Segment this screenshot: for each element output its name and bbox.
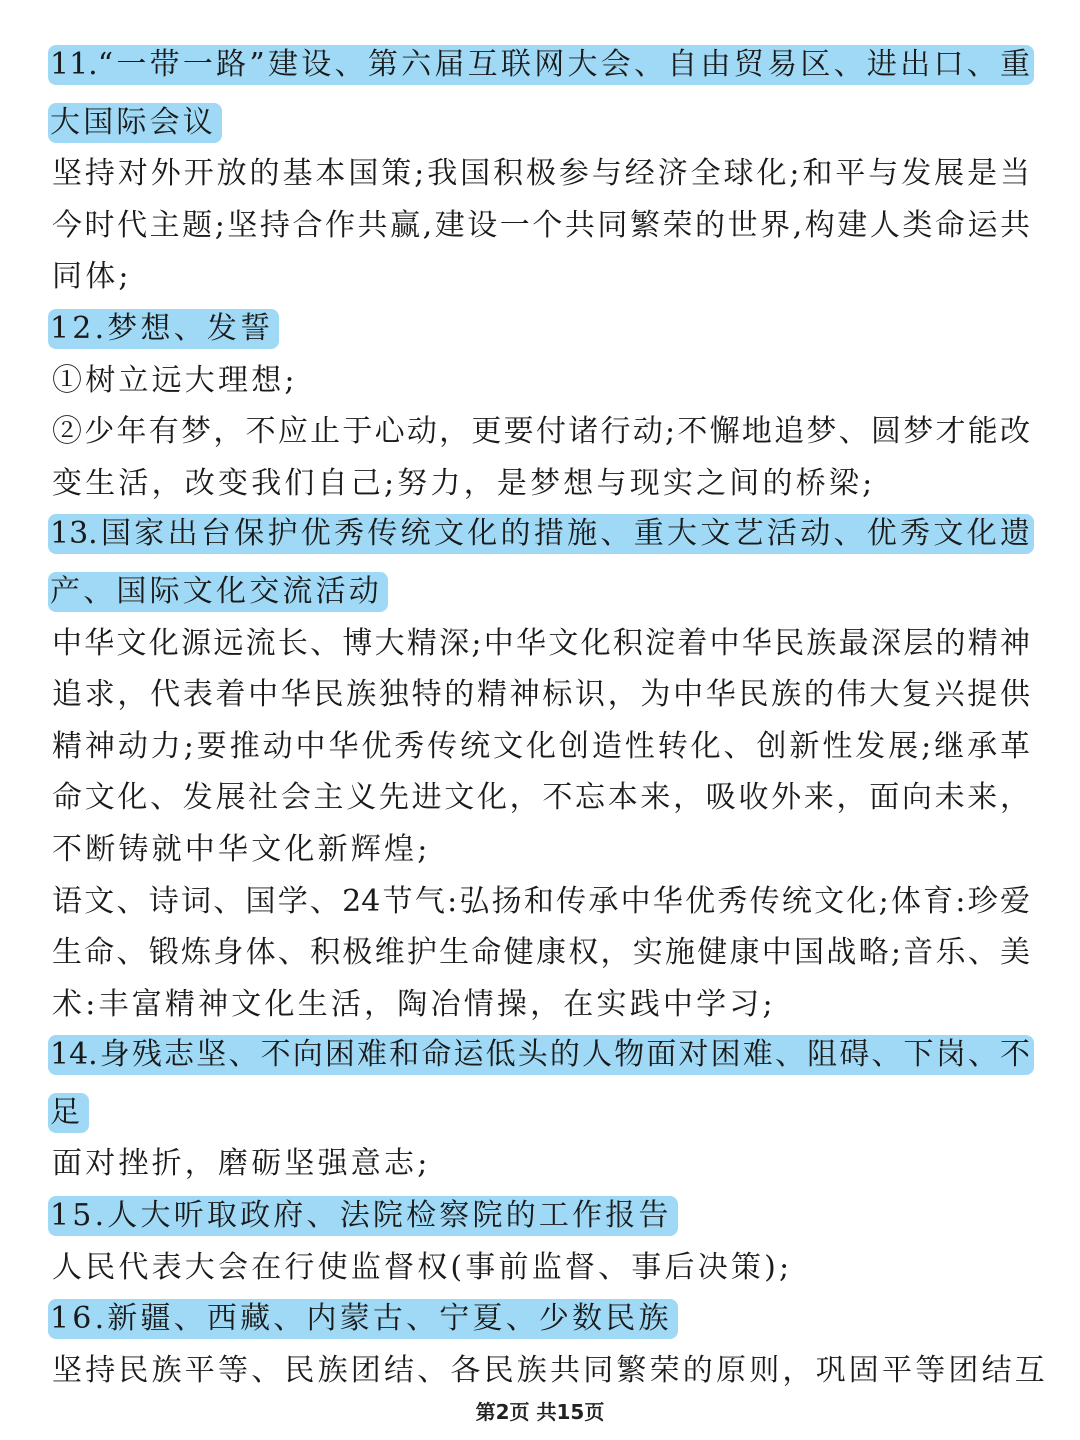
paragraph-line: 中华文化源远流长、博大精深;中华文化积淀着中华民族最深层的精神 (52, 625, 1030, 661)
section-heading-highlight: 15.人大听取政府、法院检察院的工作报告 (48, 1196, 678, 1236)
section-heading-highlight: 11.“一带一路”建设、第六届互联网大会、自由贸易区、进出口、重 (48, 45, 1034, 85)
section-heading-highlight: 16.新疆、西藏、内蒙古、宁夏、少数民族 (48, 1299, 678, 1339)
section-paragraph (52, 1242, 1030, 1294)
section-heading-line (52, 97, 1030, 149)
document-page (50, 40, 1048, 1396)
section-paragraph (52, 148, 1030, 303)
paragraph-line: 不断铸就中华文化新辉煌; (52, 831, 431, 867)
section-heading-line (52, 1190, 1030, 1242)
paragraph-line: 术:丰富精神文化生活，陶冶情操，在实践中学习; (52, 986, 776, 1022)
paragraph-line: 人民代表大会在行使监督权(事前监督、事后决策); (52, 1249, 793, 1285)
section-11 (52, 45, 1030, 303)
section-16 (50, 1293, 1048, 1396)
paragraph-line: 坚持民族平等、民族团结、各民族共同繁荣的原则，巩固平等团结互 (52, 1352, 1048, 1388)
section-heading-line (52, 1293, 1030, 1345)
section-heading-line (52, 303, 1030, 355)
paragraph-line: 语文、诗词、国学、24节气:弘扬和传承中华优秀传统文化;体育:珍爱 (52, 883, 1030, 919)
paragraph-line: ①树立远大理想; (52, 362, 298, 398)
paragraph-line: 精神动力;要推动中华优秀传统文化创造性转化、创新性发展;继承革 (52, 728, 1030, 764)
page-number: 第2页 共15页 (475, 1400, 605, 1424)
section-paragraph (52, 618, 1030, 876)
paragraph-line: 生命、锻炼身体、积极维护生命健康权，实施健康中国战略;音乐、美 (52, 935, 1030, 971)
section-heading-highlight: 13.国家出台保护优秀传统文化的措施、重大文艺活动、优秀文化遗 (48, 514, 1034, 554)
section-15 (52, 1190, 1030, 1293)
section-paragraph (52, 406, 1030, 509)
section-heading-highlight: 14.身残志坚、不向困难和命运低头的人物面对困难、阻碍、下岗、不 (48, 1035, 1034, 1075)
section-13 (52, 514, 1030, 1030)
paragraph-line: 同体; (52, 259, 132, 295)
section-paragraph (52, 1138, 1030, 1190)
paragraph-line: 变生活，改变我们自己;努力，是梦想与现实之间的桥梁; (52, 465, 876, 501)
section-heading-line (52, 45, 1030, 97)
section-heading-highlight: 产、国际文化交流活动 (48, 572, 388, 612)
section-14 (52, 1035, 1030, 1190)
section-12 (52, 303, 1030, 509)
section-paragraph (52, 1345, 1048, 1397)
section-heading-line (52, 566, 1030, 618)
section-heading-line (52, 1035, 1030, 1087)
paragraph-line: 今时代主题;坚持合作共赢,建设一个共同繁荣的世界,构建人类命运共 (52, 207, 1030, 243)
document-content (50, 45, 1048, 1396)
section-paragraph (52, 355, 1030, 407)
paragraph-line: 追求，代表着中华民族独特的精神标识，为中华民族的伟大复兴提供 (52, 677, 1030, 713)
paragraph-line: 面对挫折，磨砺坚强意志; (52, 1146, 431, 1182)
section-paragraph (52, 876, 1030, 1031)
section-heading-line (52, 514, 1030, 566)
paragraph-line: 坚持对外开放的基本国策;我国积极参与经济全球化;和平与发展是当 (52, 156, 1030, 192)
section-heading-highlight: 12.梦想、发誓 (48, 309, 279, 349)
paragraph-line: 命文化、发展社会主义先进文化，不忘本来，吸收外来，面向未来， (52, 780, 1030, 816)
section-heading-highlight: 大国际会议 (48, 103, 222, 143)
paragraph-line: ②少年有梦，不应止于心动，更要付诸行动;不懈地追梦、圆梦才能改 (52, 414, 1030, 450)
section-heading-line (52, 1087, 1030, 1139)
section-heading-highlight: 足 (48, 1093, 89, 1133)
